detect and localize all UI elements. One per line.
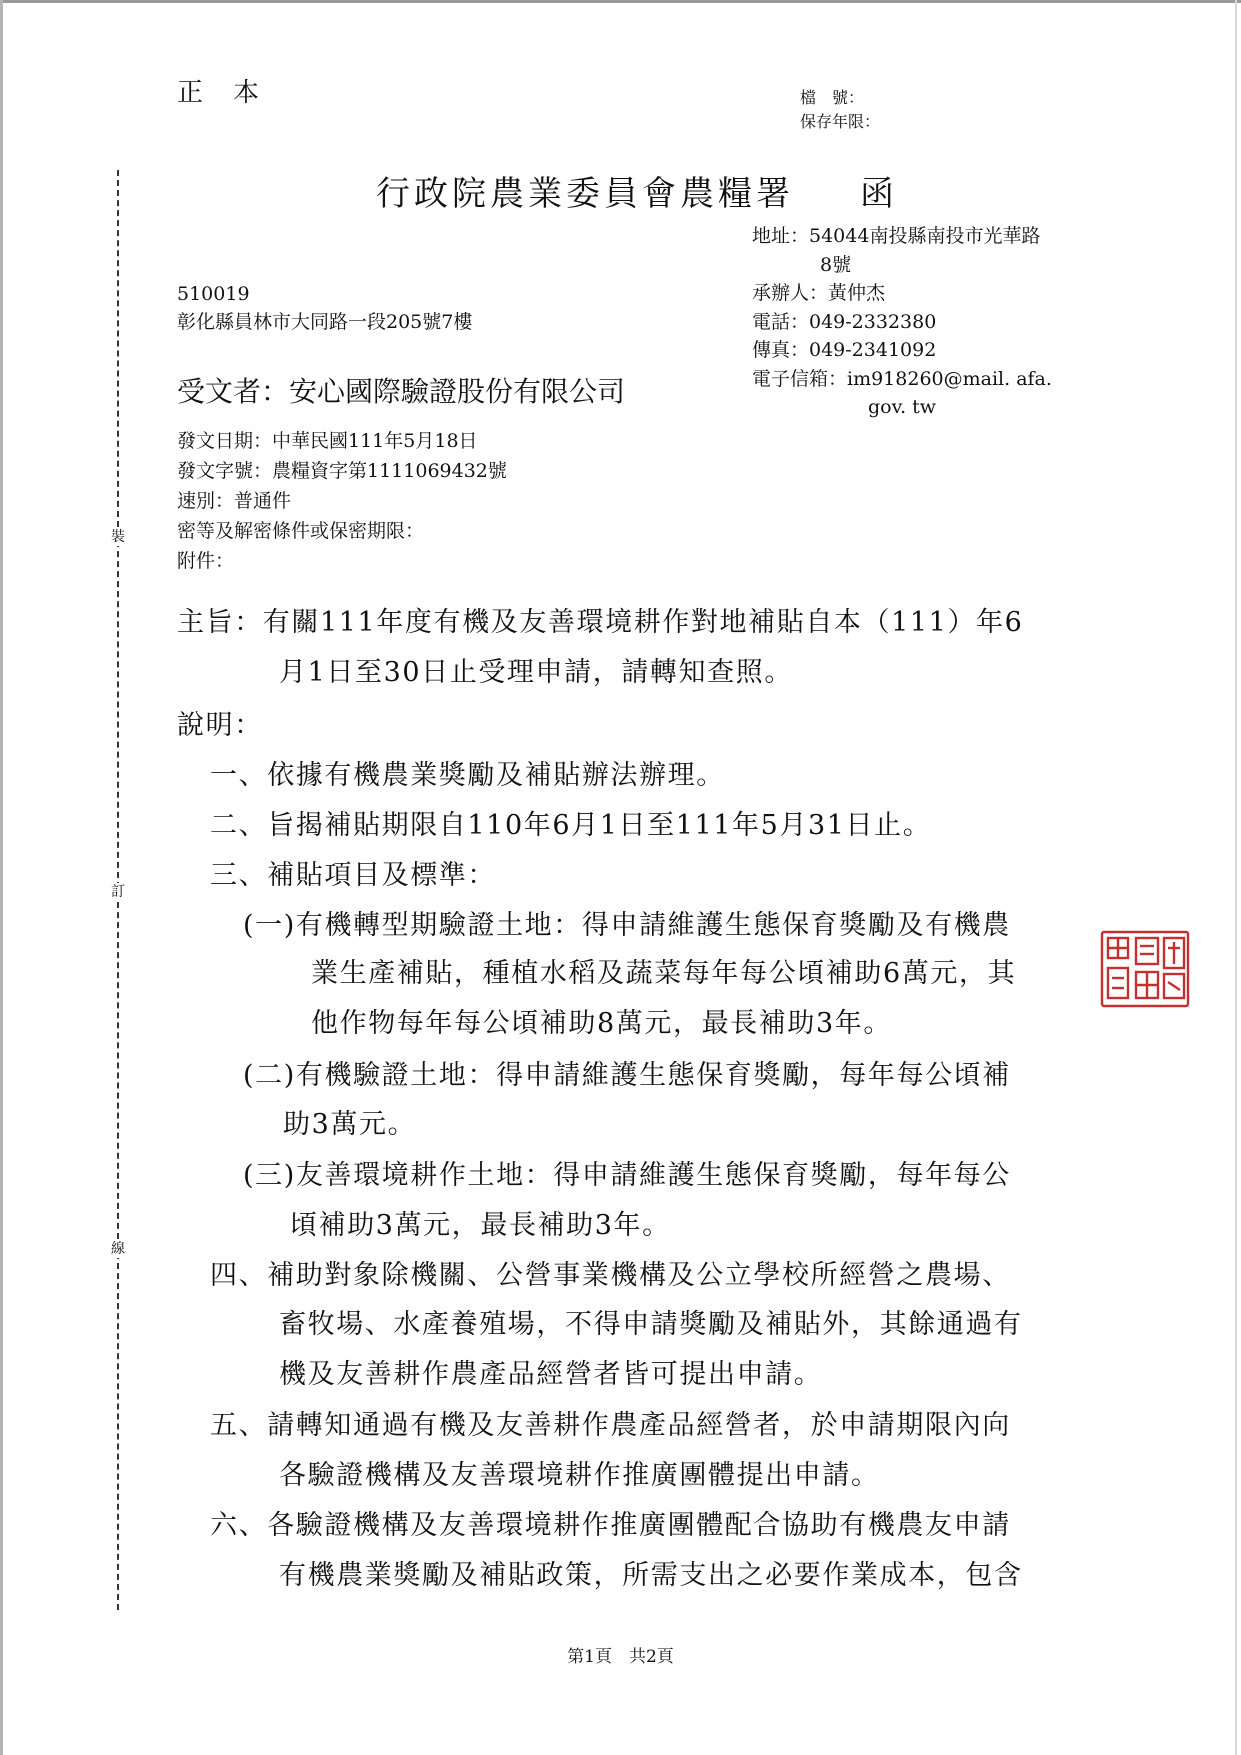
explanation-label: 說明： [177, 710, 263, 741]
item-four-line-3: 機及友善耕作農產品經營者皆可提出申請。 [279, 1359, 823, 1390]
item-three-1-line-3: 他作物每年每公頃補助8萬元，最長補助3年。 [311, 1008, 892, 1039]
sender-contact: 承辦人：黃仲杰 [752, 282, 886, 304]
item-three-2-line-1: (二)有機驗證土地：得申請維護生態保育獎勵，每年每公頃補 [243, 1060, 1011, 1091]
recipient: 受文者：安心國際驗證股份有限公司 [177, 375, 626, 408]
page-edge-top [0, 0, 1241, 3]
subject-line-2: 月1日至30日止受理申請，請轉知查照。 [279, 657, 793, 688]
recipient-address [177, 280, 472, 336]
sender-address-1: 地址：54044南投縣南投市光華路 [752, 225, 1041, 247]
recipient-postcode: 510019 [177, 283, 250, 305]
sender-email-1: 電子信箱：im918260@mail. afa. [752, 367, 1052, 390]
item-six-line-1: 六、各驗證機構及友善環境耕作推廣團體配合協助有機農友申請 [210, 1510, 1011, 1541]
item-three: 三、補貼項目及標準： [210, 860, 496, 891]
issue-date: 發文日期：中華民國111年5月18日 [177, 430, 478, 452]
document-meta [177, 426, 507, 576]
copy-label: 正本 [177, 78, 290, 108]
binding-mark-zhuang: 裝 [108, 528, 128, 546]
file-meta [800, 86, 880, 134]
item-three-1-line-2: 業生產補貼，種植水稻及蔬菜每年每公頃補助6萬元，其 [311, 958, 1017, 989]
page-edge-left [0, 0, 3, 1755]
sender-address-2: 8號 [820, 253, 852, 276]
item-one: 一、依據有機農業獎勵及補貼辦法辦理。 [210, 760, 725, 791]
issue-number: 發文字號：農糧資字第1111069432號 [177, 460, 507, 482]
document-type: 函 [860, 174, 894, 214]
page-number: 第1頁 共2頁 [567, 1647, 674, 1667]
item-five-line-2: 各驗證機構及友善環境耕作推廣團體提出申請。 [279, 1460, 880, 1491]
binding-mark-ding: 訂 [108, 883, 128, 901]
binding-mark-xian: 線 [108, 1240, 128, 1258]
secrecy-level: 密等及解密條件或保密期限： [177, 520, 425, 542]
sender-info [752, 222, 1052, 422]
item-four-line-1: 四、補助對象除機關、公營事業機構及公立學校所經營之農場、 [210, 1260, 1011, 1291]
document-title: 行政院農業委員會農糧署 [376, 174, 794, 214]
official-seal-stamp [1098, 928, 1194, 1012]
sender-fax: 傳真：049-2341092 [752, 339, 937, 361]
item-two: 二、旨揭補貼期限自110年6月1日至111年5月31日止。 [210, 810, 932, 841]
attachment: 附件： [177, 550, 235, 572]
item-three-2-line-2: 助3萬元。 [283, 1109, 417, 1140]
item-six-line-2: 有機農業獎勵及補貼政策，所需支出之必要作業成本，包含 [279, 1560, 1023, 1591]
page-edge-right [1235, 0, 1237, 1755]
item-three-3-line-2: 頃補助3萬元，最長補助3年。 [290, 1210, 671, 1241]
sender-email-2: gov. tw [868, 396, 937, 418]
recipient-street: 彰化縣員林市大同路一段205號7樓 [177, 311, 473, 333]
item-three-3-line-1: (三)友善環境耕作土地：得申請維護生態保育獎勵，每年每公 [243, 1160, 1011, 1191]
retention-period: 保存年限： [800, 112, 881, 131]
file-number: 檔 號： [800, 88, 865, 107]
delivery-speed: 速別：普通件 [177, 490, 292, 512]
item-five-line-1: 五、請轉知通過有機及友善耕作農產品經營者，於申請期限內向 [210, 1410, 1011, 1441]
item-four-line-2: 畜牧場、水產養殖場，不得申請獎勵及補貼外，其餘通過有 [279, 1309, 1023, 1340]
item-three-1-line-1: (一)有機轉型期驗證土地：得申請維護生態保育獎勵及有機農 [243, 910, 1011, 941]
sender-phone: 電話：049-2332380 [752, 310, 937, 333]
subject-line-1: 主旨：有關111年度有機及友善環境耕作對地補貼自本（111）年6 [177, 607, 1024, 638]
